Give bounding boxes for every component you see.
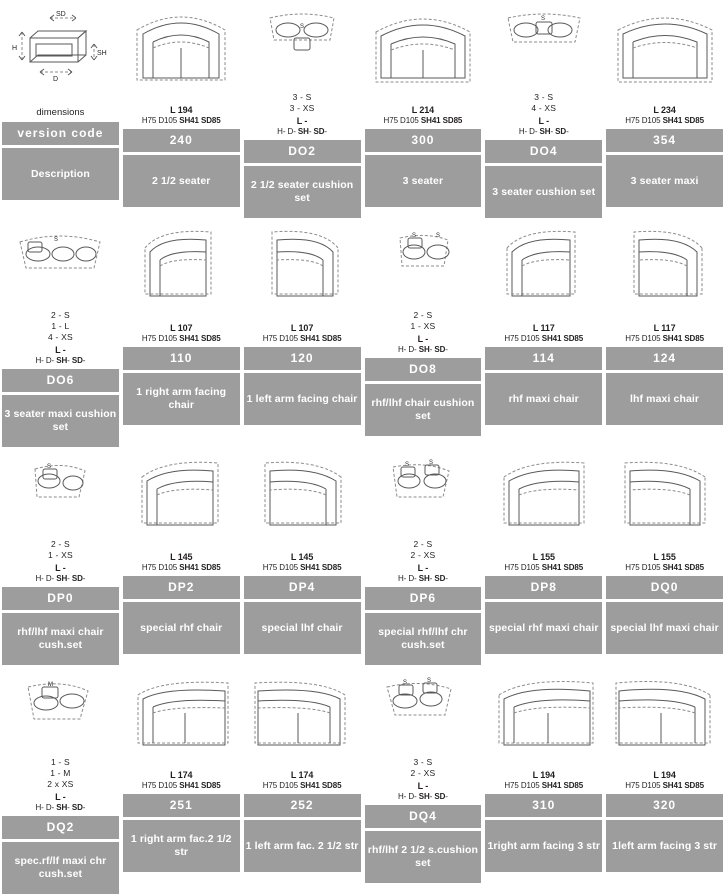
version-code: 120 xyxy=(244,347,361,370)
version-code: DO8 xyxy=(365,358,482,381)
dimensions-text: L 107 H75 D105 SH41 SD85 xyxy=(262,323,342,343)
product-description-text: 1left arm facing 3 str xyxy=(612,839,718,852)
dimensions-text: L 174 H75 D105 SH41 SD85 xyxy=(262,770,342,790)
version-code: version code xyxy=(2,122,119,145)
version-code: 354 xyxy=(606,129,723,152)
product-diagram xyxy=(121,218,242,310)
product-description-text: 1 left arm facing chair xyxy=(246,392,358,405)
seat-label xyxy=(483,757,604,768)
product-cell xyxy=(604,218,725,447)
version-code: DP2 xyxy=(123,576,240,599)
product-diagram xyxy=(604,0,725,92)
product-description xyxy=(485,373,602,425)
product-description-text: special rhf maxi chair xyxy=(488,621,599,634)
svg-text:S: S xyxy=(300,24,305,30)
product-cell xyxy=(363,218,484,447)
product-diagram xyxy=(242,0,363,92)
product-description-text: 1 left arm fac. 2 1/2 str xyxy=(245,839,359,852)
dimensions-text: L - H- D- SH- SD- xyxy=(277,116,327,136)
product-cell xyxy=(0,0,121,218)
seat-label: 3 - S 4 - XS xyxy=(531,92,557,113)
version-code: 320 xyxy=(606,794,723,817)
version-code: DP6 xyxy=(365,587,482,610)
seat-label: 2 - S 1 - L 4 - XS xyxy=(48,310,73,342)
product-cell xyxy=(604,0,725,218)
product-diagram xyxy=(363,665,484,757)
seat-label xyxy=(121,310,242,321)
svg-text:S: S xyxy=(426,678,431,684)
svg-text:S: S xyxy=(54,237,59,243)
product-description xyxy=(244,820,361,872)
seat-label xyxy=(604,310,725,321)
product-diagram xyxy=(242,218,363,310)
seat-label: 2 - S 1 - XS xyxy=(48,539,73,560)
product-cell xyxy=(0,447,121,665)
product-diagram xyxy=(121,665,242,757)
seat-label xyxy=(604,539,725,550)
svg-text:S: S xyxy=(540,16,545,22)
dimensions-text: L 194 H75 D105 SH41 SD85 xyxy=(141,105,221,125)
dimensions-text: L - H- D- SH- SD- xyxy=(35,563,86,583)
seat-label xyxy=(242,539,363,550)
product-cell xyxy=(483,665,604,894)
seat-label xyxy=(0,92,121,103)
product-diagram xyxy=(604,447,725,539)
svg-text:SH: SH xyxy=(97,50,108,57)
product-diagram xyxy=(483,218,604,310)
product-diagram xyxy=(0,447,121,539)
product-description-text: 1 right arm facing chair xyxy=(136,386,227,411)
product-description-text: 2 1/2 seater xyxy=(152,174,211,187)
version-code: 310 xyxy=(485,794,602,817)
version-code: 124 xyxy=(606,347,723,370)
product-diagram xyxy=(242,665,363,757)
dimensions-text: L 107 H75 D105 SH41 SD85 xyxy=(141,323,221,343)
product-description xyxy=(365,831,482,883)
product-description-text: 3 seater cushion set xyxy=(492,185,596,198)
seat-label xyxy=(483,310,604,321)
product-cell xyxy=(242,218,363,447)
seat-label xyxy=(242,310,363,321)
dimensions-header: dimensions xyxy=(36,107,85,118)
product-diagram xyxy=(0,665,121,757)
product-description xyxy=(606,602,723,654)
product-diagram xyxy=(363,447,484,539)
product-description xyxy=(2,395,119,447)
product-diagram xyxy=(363,0,484,92)
seat-label xyxy=(604,92,725,103)
product-diagram xyxy=(363,218,484,310)
product-description xyxy=(606,373,723,425)
product-description xyxy=(123,373,240,425)
product-cell xyxy=(121,665,242,894)
product-description xyxy=(123,602,240,654)
product-description xyxy=(244,166,361,218)
dimensions-text: L - H- D- SH- SD- xyxy=(35,345,86,365)
product-description xyxy=(365,613,482,665)
version-code: DO6 xyxy=(2,369,119,392)
product-diagram xyxy=(121,0,242,92)
seat-label xyxy=(121,92,242,103)
svg-text:M: M xyxy=(48,682,54,688)
product-description xyxy=(2,613,119,665)
product-cell xyxy=(242,447,363,665)
product-description xyxy=(365,155,482,207)
product-description xyxy=(244,373,361,425)
dimensions-text: L 117 H75 D105 SH41 SD85 xyxy=(504,323,584,343)
seat-label xyxy=(121,757,242,768)
product-diagram xyxy=(483,447,604,539)
svg-text:D: D xyxy=(53,76,59,83)
seat-label: 2 - S 2 - XS xyxy=(410,539,436,560)
version-code: 110 xyxy=(123,347,240,370)
svg-text:S: S xyxy=(47,464,52,470)
product-cell xyxy=(604,665,725,894)
product-cell xyxy=(121,0,242,218)
product-cell xyxy=(121,218,242,447)
version-code: DP4 xyxy=(244,576,361,599)
seat-label xyxy=(242,757,363,768)
dimensions-text: L 155 H75 D105 SH41 SD85 xyxy=(625,552,704,572)
product-description-text: special rhf chair xyxy=(140,621,223,634)
product-cell xyxy=(604,447,725,665)
seat-label: 3 - S 2 - XS xyxy=(410,757,436,778)
version-code: 240 xyxy=(123,129,240,152)
product-cell xyxy=(0,218,121,447)
product-description xyxy=(123,820,240,872)
product-description-text: rhf/lhf chair cushion set xyxy=(371,397,475,422)
product-diagram xyxy=(242,447,363,539)
product-description-text: rhf/lhf 2 1/2 s.cushion set xyxy=(367,844,479,869)
seat-label xyxy=(604,757,725,768)
seat-label xyxy=(121,539,242,550)
svg-text:S: S xyxy=(428,460,433,466)
product-cell xyxy=(0,665,121,894)
product-description xyxy=(485,820,602,872)
product-description xyxy=(606,820,723,872)
product-diagram xyxy=(483,0,604,92)
dimension-legend-diagram xyxy=(0,0,121,92)
dimensions-text: L 194 H75 D105 SH41 SD85 xyxy=(625,770,704,790)
seat-label xyxy=(483,539,604,550)
dimensions-text: L - H- D- SH- SD- xyxy=(397,781,448,801)
product-description xyxy=(2,148,119,200)
product-cell xyxy=(242,0,363,218)
product-description-text: spec.rf/lf maxi chr cush.set xyxy=(14,855,107,880)
dimensions-text: L 194 H75 D105 SH41 SD85 xyxy=(504,770,584,790)
product-description xyxy=(365,384,482,436)
product-diagram xyxy=(0,218,121,310)
product-description-text: 1 right arm fac.2 1/2 str xyxy=(130,833,232,858)
product-diagram xyxy=(604,218,725,310)
product-cell xyxy=(121,447,242,665)
product-diagram xyxy=(121,447,242,539)
product-description xyxy=(2,842,119,894)
version-code: 300 xyxy=(365,129,482,152)
product-description-text: special lhf chair xyxy=(261,621,343,634)
product-cell xyxy=(363,447,484,665)
svg-text:S: S xyxy=(435,233,440,239)
dimensions-text: L 145 H75 D105 SH41 SD85 xyxy=(262,552,342,572)
dimensions-text: L - H- D- SH- SD- xyxy=(397,563,448,583)
svg-text:S: S xyxy=(411,233,416,239)
product-description-text: 3 seater maxi xyxy=(630,174,699,187)
product-description xyxy=(485,602,602,654)
product-description-text: 3 seater maxi cushion set xyxy=(4,408,117,433)
product-description-text: rhf maxi chair xyxy=(508,392,579,405)
svg-text:S: S xyxy=(402,680,407,686)
product-description-text: 1right arm facing 3 str xyxy=(487,839,601,852)
seat-label: 1 - S 1 - M 2 x XS xyxy=(47,757,74,789)
svg-text:H: H xyxy=(12,45,18,52)
svg-text:S: S xyxy=(404,462,409,468)
dimensions-text: L 174 H75 D105 SH41 SD85 xyxy=(141,770,221,790)
dimensions-text: L - H- D- SH- SD- xyxy=(397,334,448,354)
version-code: DO4 xyxy=(485,140,602,163)
svg-text:SD: SD xyxy=(56,11,67,18)
product-description-text: Description xyxy=(30,167,90,180)
product-description xyxy=(123,155,240,207)
product-description xyxy=(485,166,602,218)
product-description-text: lhf maxi chair xyxy=(630,392,700,405)
version-code: DQ2 xyxy=(2,816,119,839)
product-cell xyxy=(242,665,363,894)
dimensions-text: L - H- D- SH- SD- xyxy=(518,116,569,136)
dimensions-text: L 145 H75 D105 SH41 SD85 xyxy=(141,552,221,572)
dimensions-text: L 117 H75 D105 SH41 SD85 xyxy=(625,323,704,343)
version-code: DO2 xyxy=(244,140,361,163)
version-code: DQ0 xyxy=(606,576,723,599)
seat-label: 3 - S 3 - XS xyxy=(289,92,315,113)
seat-label xyxy=(363,92,484,103)
product-diagram xyxy=(483,665,604,757)
version-code: DP0 xyxy=(2,587,119,610)
dimensions-text: L - H- D- SH- SD- xyxy=(35,792,86,812)
product-description-text: special lhf maxi chair xyxy=(610,621,719,634)
version-code: 252 xyxy=(244,794,361,817)
version-code: DP8 xyxy=(485,576,602,599)
dimensions-text: L 155 H75 D105 SH41 SD85 xyxy=(504,552,584,572)
version-code: 251 xyxy=(123,794,240,817)
product-description-text: 2 1/2 seater cushion set xyxy=(250,179,354,204)
product-description xyxy=(244,602,361,654)
dimensions-text: L 234 H75 D105 SH41 SD85 xyxy=(625,105,704,125)
product-diagram xyxy=(604,665,725,757)
version-code: DQ4 xyxy=(365,805,482,828)
product-description-text: special rhf/lhf chr cush.set xyxy=(378,626,468,651)
dimensions-text: L 214 H75 D105 SH41 SD85 xyxy=(383,105,463,125)
version-code: 114 xyxy=(485,347,602,370)
product-cell xyxy=(363,0,484,218)
seat-label: 2 - S 1 - XS xyxy=(410,310,436,331)
product-cell xyxy=(483,0,604,218)
product-cell xyxy=(483,447,604,665)
product-description-text: rhf/lhf maxi chair cush.set xyxy=(17,626,104,651)
product-description xyxy=(606,155,723,207)
product-description-text: 3 seater xyxy=(402,174,444,187)
product-cell xyxy=(483,218,604,447)
product-cell xyxy=(363,665,484,894)
